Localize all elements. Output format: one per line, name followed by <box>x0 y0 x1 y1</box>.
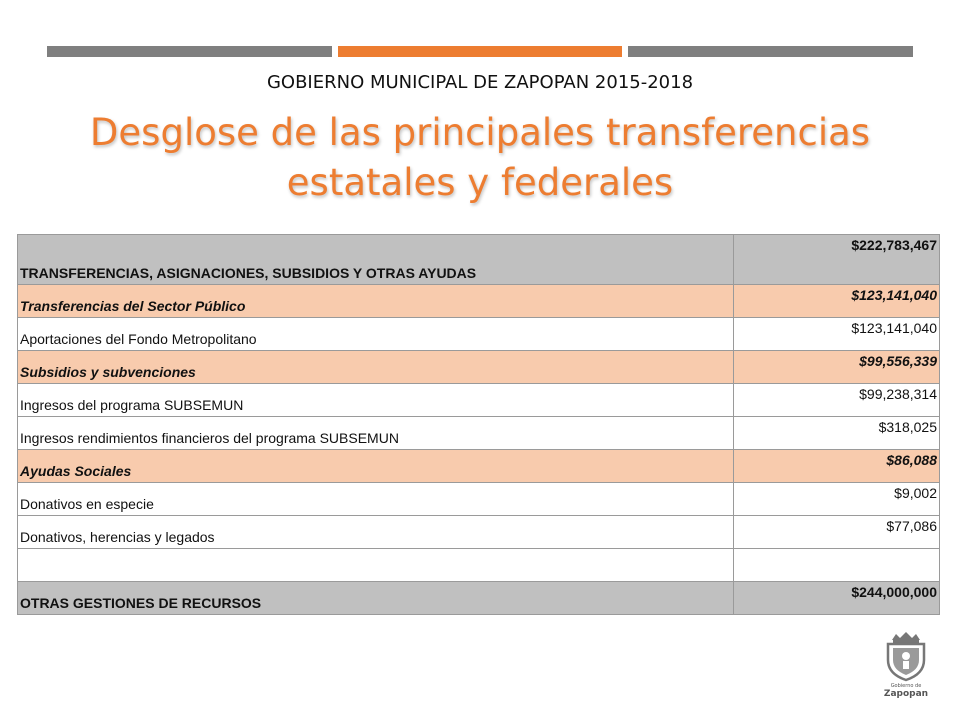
page-subtitle: GOBIERNO MUNICIPAL DE ZAPOPAN 2015-2018 <box>266 72 694 93</box>
row-label: Ayudas Sociales <box>18 450 734 483</box>
logo-text-line2: Zapopan <box>883 689 929 699</box>
table-row-empty <box>18 549 940 582</box>
row-amount: $86,088 <box>734 450 940 483</box>
row-label: Aportaciones del Fondo Metropolitano <box>18 318 734 351</box>
page-title-line2: estatales y federales <box>286 161 674 204</box>
row-label: Donativos, herencias y legados <box>18 516 734 549</box>
row-label: OTRAS GESTIONES DE RECURSOS <box>18 582 734 615</box>
accent-bar-right <box>628 46 913 57</box>
page-title-line1: Desglose de las principales transferencias <box>89 111 871 154</box>
table-row <box>18 516 940 549</box>
accent-bar-left <box>47 46 332 57</box>
row-amount: $99,556,339 <box>734 351 940 384</box>
logo-text-line1: Gobierno de <box>890 683 922 689</box>
zapopan-logo <box>880 630 932 704</box>
row-amount <box>734 549 940 582</box>
row-amount: $9,002 <box>734 483 940 516</box>
table-row <box>18 285 940 318</box>
row-amount: $99,238,314 <box>734 384 940 417</box>
table-row <box>18 384 940 417</box>
transfers-table <box>17 234 940 615</box>
row-label: Donativos en especie <box>18 483 734 516</box>
row-label: Ingresos rendimientos financieros del programa SUBSEMUN <box>18 417 734 450</box>
table-row <box>18 483 940 516</box>
row-amount: $244,000,000 <box>734 582 940 615</box>
page-title <box>0 108 960 208</box>
row-label: Transferencias del Sector Público <box>18 285 734 318</box>
table-row <box>18 582 940 615</box>
row-amount: $318,025 <box>734 417 940 450</box>
row-amount: $77,086 <box>734 516 940 549</box>
zapopan-coat-of-arms-icon <box>880 630 932 684</box>
table-row <box>18 450 940 483</box>
header-accent-bars <box>47 46 913 57</box>
table-row <box>18 235 940 285</box>
row-label: Subsidios y subvenciones <box>18 351 734 384</box>
row-amount: $123,141,040 <box>734 285 940 318</box>
row-label: TRANSFERENCIAS, ASIGNACIONES, SUBSIDIOS Y OTRAS AYUDAS <box>18 235 734 285</box>
row-label: Ingresos del programa SUBSEMUN <box>18 384 734 417</box>
table-row <box>18 351 940 384</box>
table-row <box>18 417 940 450</box>
row-label <box>18 549 734 582</box>
row-amount: $123,141,040 <box>734 318 940 351</box>
accent-bar-center <box>338 46 622 57</box>
table-row <box>18 318 940 351</box>
row-amount: $222,783,467 <box>734 235 940 285</box>
